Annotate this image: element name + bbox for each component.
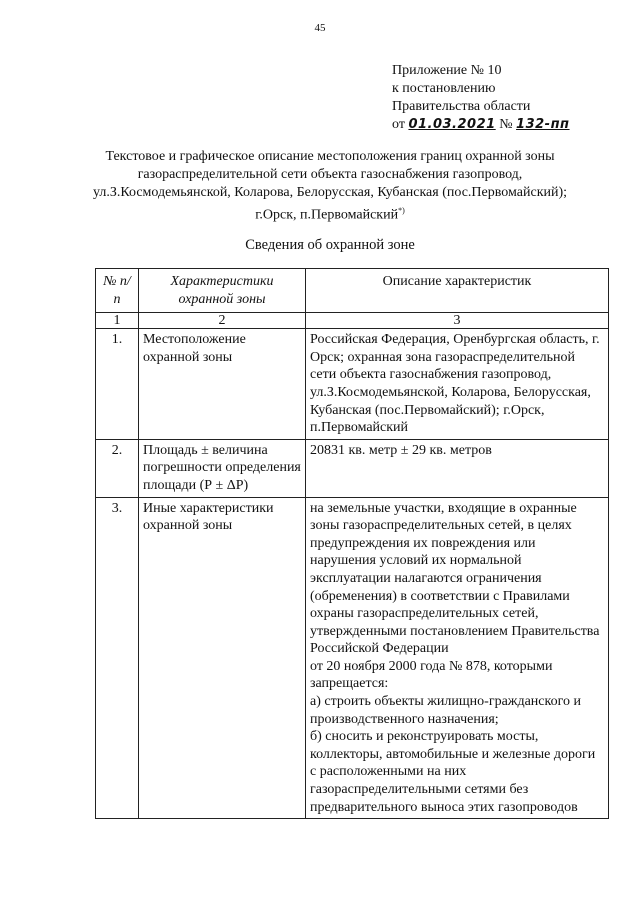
appendix-date: 01.03.2021 [408, 117, 496, 132]
appendix-resolution: к постановлению [392, 81, 496, 96]
appendix-resolution-number: 132-пп [516, 117, 570, 132]
column-number-row [96, 313, 609, 329]
column-number-2: 2 [139, 313, 306, 329]
header-description: Описание характеристик [306, 269, 609, 313]
row-description: 20831 кв. метр ± 29 кв. метров [306, 439, 609, 497]
row-characteristic: Местоположение охранной зоны [139, 329, 306, 440]
restriction-item-a: а) строить объекты жилищно-гражданского и производственного назначения; [310, 694, 581, 727]
row-num: 1. [96, 329, 139, 440]
appendix-from-label: от [392, 117, 405, 132]
row-description [306, 497, 609, 819]
appendix-number: Приложение № 10 [392, 63, 502, 78]
table-header-row [96, 269, 609, 313]
column-number-3: 3 [306, 313, 609, 329]
header-num: № п/п [96, 269, 139, 313]
table-row [96, 439, 609, 497]
row-num: 2. [96, 439, 139, 497]
section-heading: Сведения об охранной зоне [245, 237, 415, 253]
row-num: 3. [96, 497, 139, 819]
footnote-mark: *) [398, 206, 405, 215]
page-number: 45 [314, 22, 326, 34]
restriction-intro: на земельные участки, входящие в охранные зоны газораспределительных сетей, в целях предупреждения их повреждения или нарушения условий их нормальной эксплуатации налагаются ограничения (обременения) в соответствии с Правилами охраны газораспределительных сетей, утвержденными постановлением Правительства Российской Федерации [310, 500, 600, 657]
protection-zone-table [95, 268, 609, 819]
row-characteristic: Площадь ± величина погрешности определения площади (Р ± ΔР) [139, 439, 306, 497]
header-characteristic: Характеристики охранной зоны [139, 269, 306, 313]
document-title [80, 148, 580, 225]
restriction-decree: от 20 ноября 2000 года № 878, которыми запрещается: [310, 658, 553, 692]
row-description: Российская Федерация, Оренбургская область, г. Орск; охранная зона газораспределительной сети объекта газоснабжения газопровод, ул.З.Космодемьянской, Коларова, Белорусская, Кубанская (пос.Первомайский); г.Орск, п.Первомайский [306, 329, 609, 440]
column-number-1: 1 [96, 313, 139, 329]
table-row [96, 497, 609, 819]
appendix-government: Правительства области [392, 99, 531, 114]
appendix-date-line [392, 116, 570, 134]
table-row [96, 329, 609, 440]
row-characteristic: Иные характеристики охранной зоны [139, 497, 306, 819]
appendix-number-label: № [499, 117, 513, 132]
restriction-item-b: б) сносить и реконструировать мосты, коллекторы, автомобильные и железные дороги с расположенными на них газораспределительными сетями без предварительного выноса этих газопроводов [310, 729, 596, 815]
appendix-header [392, 62, 570, 134]
document-title-text: Текстовое и графическое описание местоположения границ охранной зоны газораспределительной сети объекта газоснабжения газопровод, ул.З.Космодемьянской, Коларова, Белорусская, Кубанская (пос.Первомайский); г.Орск, п.Первомайский [92, 149, 568, 223]
